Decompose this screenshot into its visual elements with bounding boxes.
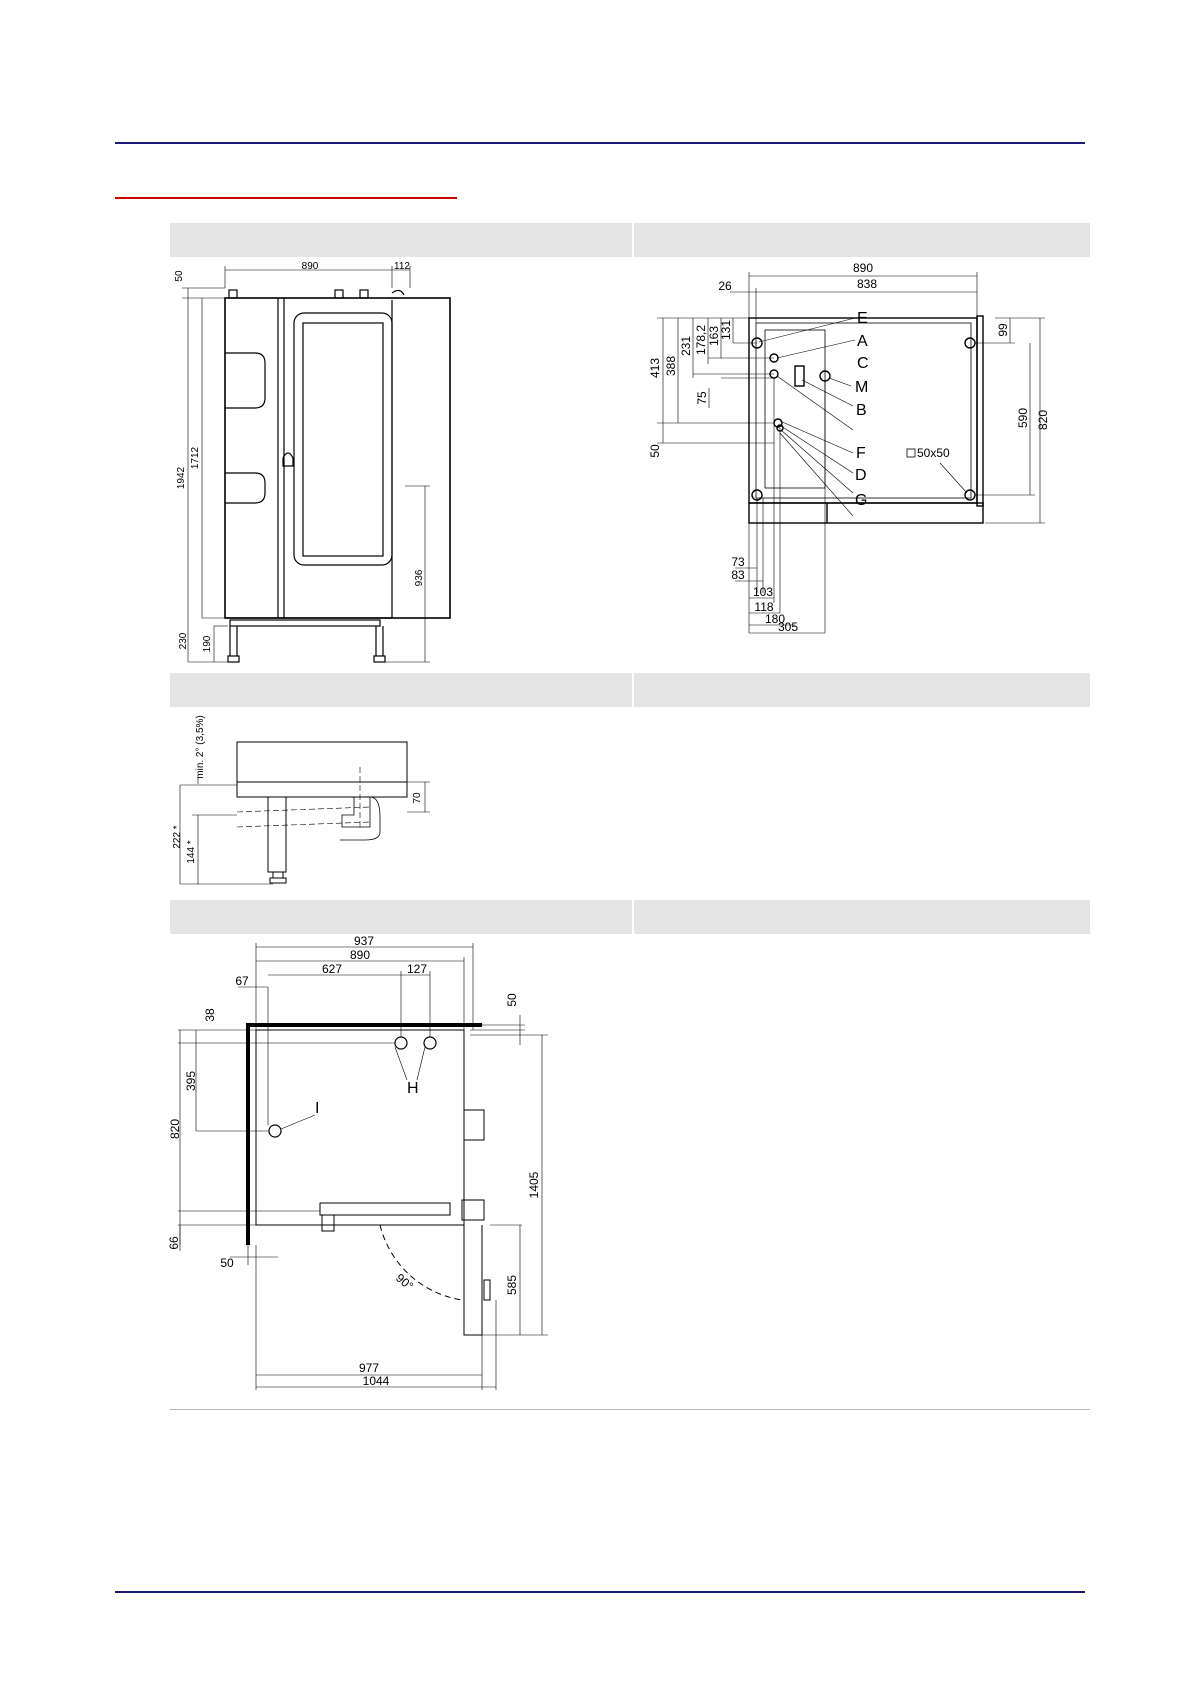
label-b: B [856, 402, 867, 419]
foot-size: 50x50 [917, 446, 950, 460]
dim-585: 585 [505, 1274, 519, 1296]
dim-231: 231 [679, 335, 693, 357]
front-view-drawing [170, 258, 440, 668]
dim-937: 937 [353, 934, 375, 948]
dim-handle-depth: 112 [394, 261, 410, 272]
dim-67: 67 [235, 974, 249, 988]
dim-top-offset: 50 [174, 270, 185, 282]
band-1 [170, 223, 1090, 257]
dim-width: 890 [301, 261, 319, 272]
dim-angle: 90° [393, 1270, 417, 1294]
dim-144: 144 * [186, 840, 197, 864]
dim-178: 178,2 [694, 324, 708, 356]
dim-total-height: 1942 [176, 466, 187, 490]
label-e: E [857, 310, 868, 327]
dim-73: 73 [731, 555, 745, 569]
dim-50-right: 50 [505, 993, 519, 1007]
label-g: G [855, 492, 868, 509]
dim-413: 413 [648, 357, 662, 379]
label-d: D [855, 467, 867, 484]
dim-leg-outer: 230 [178, 632, 189, 650]
label-c: C [857, 355, 869, 372]
band-2 [170, 673, 1090, 707]
dim-66: 66 [167, 1236, 181, 1250]
top-view-drawing [635, 258, 1055, 638]
dim-leg-inner: 190 [202, 635, 213, 653]
dim-83: 83 [731, 568, 745, 582]
dim-395: 395 [184, 1070, 198, 1092]
dim-388: 388 [664, 355, 678, 377]
dim-131: 131 [719, 319, 733, 341]
dim-890: 890 [349, 948, 371, 962]
dim-103: 103 [752, 585, 774, 599]
dim-127: 127 [406, 962, 428, 976]
dim-50-left: 50 [220, 1256, 234, 1270]
dim-38: 38 [203, 1008, 217, 1022]
band-3 [170, 900, 1090, 934]
dim-222: 222 * [172, 825, 183, 849]
bottom-divider [170, 1409, 1090, 1410]
section-title-rule [115, 197, 457, 199]
dim-820: 820 [1036, 409, 1050, 431]
footer-rule [115, 1591, 1085, 1593]
dim-820: 820 [168, 1118, 182, 1140]
dim-118: 118 [754, 600, 774, 614]
dim-305: 305 [777, 620, 799, 634]
dim-163: 163 [707, 325, 721, 347]
dim-977: 977 [358, 1361, 380, 1375]
dim-627: 627 [321, 962, 343, 976]
dim-1405: 1405 [527, 1171, 541, 1199]
dim-left-offset: 26 [718, 279, 732, 293]
dim-body-height: 1712 [190, 446, 201, 470]
dim-1044: 1044 [362, 1374, 390, 1388]
dim-590: 590 [1016, 407, 1030, 429]
label-f: F [856, 445, 866, 462]
drain-view-drawing [170, 712, 440, 897]
dim-drain-height: 936 [414, 569, 425, 587]
label-m: M [855, 379, 869, 396]
header-rule [115, 142, 1085, 144]
dim-70: 70 [412, 792, 423, 804]
dim-180: 180 [764, 612, 786, 626]
label-h: H [407, 1080, 419, 1097]
dim-75: 75 [695, 391, 709, 405]
label-a: A [857, 333, 868, 350]
dim-99: 99 [996, 323, 1010, 337]
dim-50: 50 [648, 444, 662, 458]
dim-slope: min. 2° (3,5%) [195, 715, 206, 779]
dim-width: 890 [852, 261, 874, 275]
clearance-view-drawing [167, 934, 550, 1395]
dim-inner-width: 838 [856, 277, 878, 291]
label-i: I [315, 1100, 320, 1117]
